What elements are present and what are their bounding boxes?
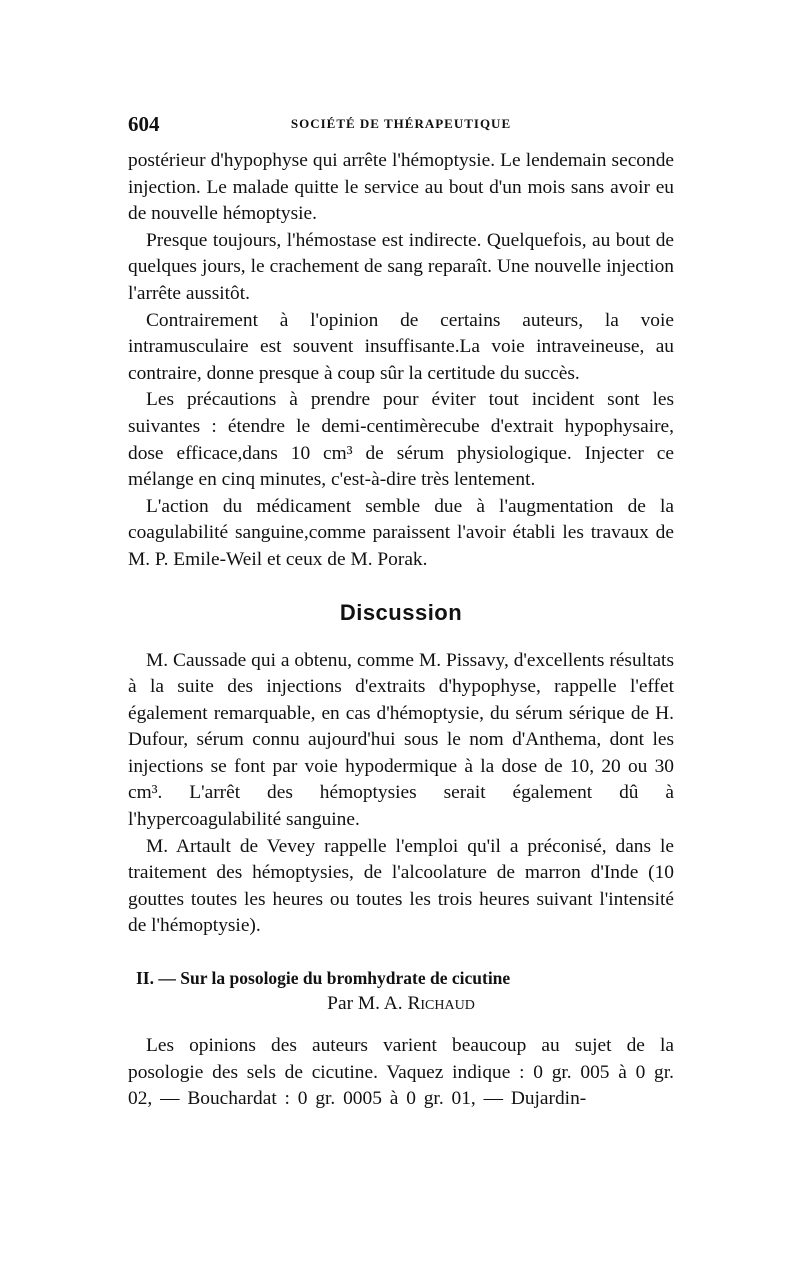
body-paragraph-2: Presque toujours, l'hémostase est indirecte. Quelquefois, au bout de quelques jours, le crachement de sang reparaît. Une nouvelle injection l'arrête aussitôt. [128,229,674,304]
author-prefix: Par M. A. [327,993,408,1015]
body-paragraph-1: postérieur d'hypophyse qui arrête l'hémoptysie. Le lendemain seconde injection. Le malade quitte le service au bout d'un mois sans avoir eu de nouvelle hémoptysie. [128,150,674,225]
discussion-paragraph-1: M. Caussade qui a obtenu, comme M. Pissavy, d'excellents résultats à la suite des injections d'extraits d'hypophyse, rappelle l'effet également remarquable, en cas d'hémoptysie, du sérum sérique de H. Dufour, sérum connu aujourd'hui sous le nom d'Anthema, dont les injections se font par voie hypodermique à la dose de 10, 20 ou 30 cm³. L'arrêt des hémoptysies serait également dû à l'hypercoagulabilité sanguine. [128,649,674,831]
page [128,112,674,1113]
body-paragraph-3: Contrairement à l'opinion de certains auteurs, la voie intramusculaire est souvent insuffisante.La voie intraveineuse, au contraire, donne presque à coup sûr la certitude du succès. [128,309,674,384]
running-head [128,112,674,138]
discussion-heading: Discussion [339,599,463,625]
author-name: Richaud [407,993,475,1015]
discussion-paragraph-2: M. Artault de Vevey rappelle l'emploi qu'il a préconisé, dans le traitement des hémoptysies, de l'alcoolature de marron d'Inde (10 gouttes toutes les heures ou toutes les trois heures suivant l'intensité de l'hémoptysie). [128,835,674,937]
page-number: 604 [128,112,160,136]
running-title: SOCIÉTÉ DE THÉRAPEUTIQUE [290,116,512,131]
article-author [128,993,674,1015]
body-paragraph-4: Les précautions à prendre pour éviter tout incident sont les suivantes : étendre le demi-centimèrecube d'extrait hypophysaire, dose efficace,dans 10 cm³ de sérum physiologique. Injecter ce mélange en cinq minutes, c'est-à-dire très lentement. [128,389,674,491]
body-paragraph-5: L'action du médicament semble due à l'augmentation de la coagulabilité sanguine,comme paraissent l'avoir établi les travaux de M. P. Emile-Weil et ceux de M. Porak. [128,495,674,570]
article-paragraph-1: Les opinions des auteurs varient beaucoup au sujet de la posologie des sels de cicutine. Vaquez indique : 0 gr. 005 à 0 gr. 02, — Bouchardat : 0 gr. 0005 à 0 gr. 01, — Dujardin- [128,1035,674,1110]
article-title: II. — Sur la posologie du bromhydrate de cicutine [136,968,511,989]
